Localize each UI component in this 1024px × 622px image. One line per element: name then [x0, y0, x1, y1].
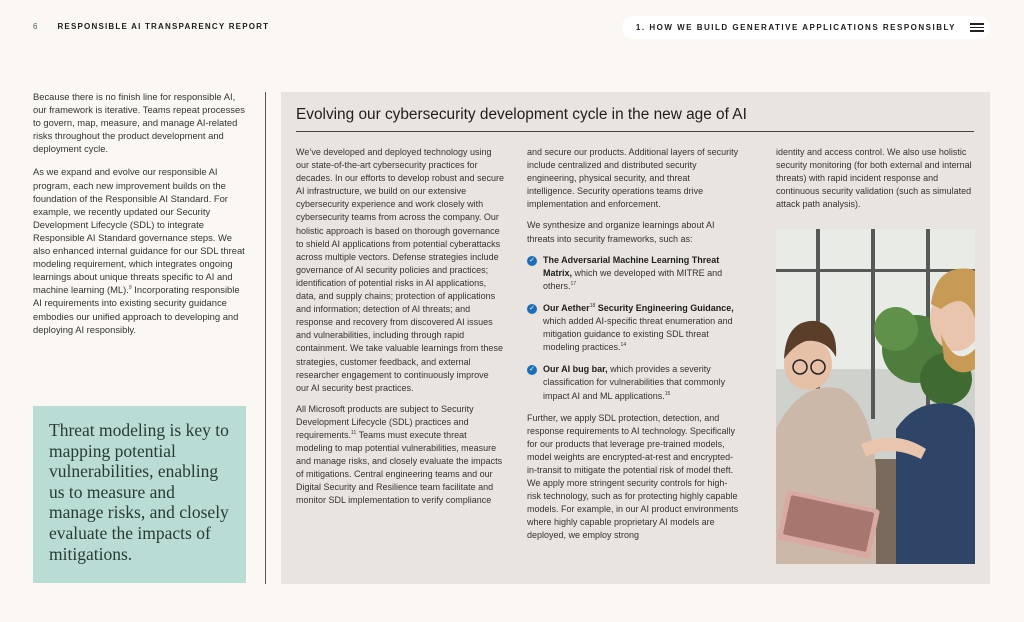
list-item: ✓ The Adversarial Machine Learning Threat Matrix, which we developed with MITRE and others.$^{17}$ — [527, 254, 739, 293]
menu-icon[interactable] — [970, 20, 984, 35]
list-item: ✓ Our AI bug bar, which provides a severity classification for vulnerabilities that commonly impact AI and ML applications.$^{15}$ — [527, 363, 739, 402]
section-nav[interactable] — [622, 16, 990, 39]
panel-column-1 — [296, 146, 504, 516]
panel-column-2 — [527, 146, 739, 551]
pull-quote: Threat modeling is key to mapping potential vulnerabilities, enabling us to measure and manage risks, and closely evaluate the impacts of mitigations. — [33, 406, 246, 583]
cybersecurity-panel — [281, 92, 990, 584]
team-photo — [776, 229, 975, 564]
checkmark-icon: ✓ — [527, 304, 537, 314]
body-paragraph: We synthesize and organize learnings about AI threats into security frameworks, such as: — [527, 220, 715, 244]
body-paragraph: We’ve developed and deployed technology using our state-of-the-art cybersecurity practices for decades. In our efforts to develop robust and secure AI infrastructure, we build on our extensive cybersecurity experience and work closely with cybersecurity teams from across the company. Our holistic approach is based on thorough governance to shield AI applications from potential cyberattacks across multiple vectors. Defense strategies include governance of AI security policies and practices; identification of potential risks in AI applications, data, and supply chains; protection of applications and information; detection of AI threats; and response and recovery from discovered AI issues and vulnerabilities, including through rapid containment. We take valuable learnings from these strategies, customer feedback, and external researcher engagement to continuously improve our AI security best practices. — [296, 147, 504, 393]
checkmark-icon: ✓ — [527, 365, 537, 375]
page-header — [33, 22, 269, 31]
page-number: 6 — [33, 22, 38, 31]
body-paragraph: and secure our products. Additional layers of security include centralized and distributed security engineering, physical security, and threat intelligence. Security operations teams drive implementation and enforcement. — [527, 147, 739, 210]
intro-column — [33, 90, 246, 346]
report-title: RESPONSIBLE AI TRANSPARENCY REPORT — [57, 22, 270, 31]
list-item: ✓ Our Aether$^{18}$ Security Engineering Guidance, which added AI-specific threat enumeration and mitigation guidance to existing SDL threat modeling practices.$^{14}$ — [527, 302, 739, 354]
checkmark-icon: ✓ — [527, 256, 537, 266]
section-title[interactable]: 1. HOW WE BUILD GENERATIVE APPLICATIONS RESPONSIBLY — [635, 22, 956, 32]
intro-paragraph: Because there is no finish line for responsible AI, our framework is iterative. Teams repeat processes to govern, map, measure, and manage AI-related risks throughout the product development and deployment cycle. — [33, 91, 245, 155]
panel-column-3 — [776, 146, 975, 219]
body-paragraph: identity and access control. We also use holistic security monitoring (for both external and internal threats) with rapid incident response and continuous security validation (such as simulated attack path analysis). — [776, 147, 972, 210]
panel-title: Evolving our cybersecurity development cycle in the new age of AI — [296, 106, 974, 132]
body-paragraph: All Microsoft products are subject to Security Development Lifecycle (SDL) practices and requirements.$^{11}$ Teams must execute threat modeling to map potential vulnerabilities, measure and manage risks, and closely evaluate the impacts of mitigations. Central engineering teams and our Digital Security and Resilience team facilitate and monitor SDL implementation to verify compliance — [296, 403, 503, 506]
column-divider — [265, 92, 266, 584]
body-paragraph: Further, we apply SDL protection, detection, and response requirements to AI technology. Specifically for our products that leverage pre-trained models, model weights are encrypted-at-rest and encrypted-in-transit to mitigate the potential risk of model theft. We apply more stringent security controls for high-risk technology, such as for protecting highly capable models. For example, in our AI product environments where highly capable proprietary AI models are deployed, we employ strong — [527, 412, 739, 541]
intro-paragraph-2: As we expand and evolve our responsible AI program, each new improvement builds on the foundation of the Responsible AI Standard. For example, we recently updated our Security Development Lifecycle (SDL) to integrate Responsible AI Standard governance steps. We also enhanced internal guidance for our SDL threat modeling requirement, which integrates ongoing learnings about unique threats specific to AI and machine learning (ML).$^9$ Incorporating responsible AI requirements into existing security guidance embodies our unified approach to developing and deploying AI responsibly. — [33, 166, 245, 335]
